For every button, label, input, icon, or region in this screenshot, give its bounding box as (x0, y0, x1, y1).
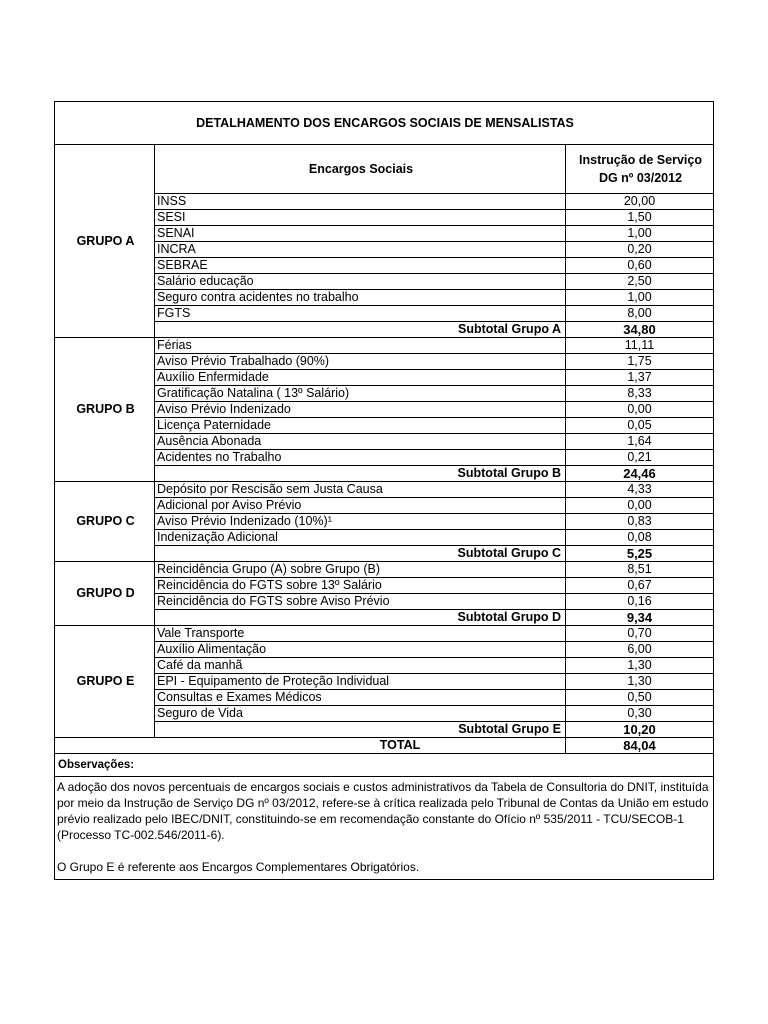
encargo-label: Seguro contra acidentes no trabalho (155, 290, 566, 306)
table-row (55, 482, 714, 498)
subtotal-label: Subtotal Grupo E (155, 722, 566, 738)
encargo-value: 1,50 (566, 210, 714, 226)
encargo-label: INSS (155, 194, 566, 210)
table-row (55, 562, 714, 578)
encargo-label: Licença Paternidade (155, 418, 566, 434)
total-value: 84,04 (566, 738, 714, 754)
encargo-value: 1,37 (566, 370, 714, 386)
encargo-label: Reincidência do FGTS sobre 13º Salário (155, 578, 566, 594)
encargo-value: 0,83 (566, 514, 714, 530)
encargo-value: 1,64 (566, 434, 714, 450)
subtotal-value: 34,80 (566, 322, 714, 338)
encargo-value: 0,70 (566, 626, 714, 642)
encargo-value: 0,08 (566, 530, 714, 546)
encargo-label: Férias (155, 338, 566, 354)
encargo-value: 0,67 (566, 578, 714, 594)
encargo-label: Ausência Abonada (155, 434, 566, 450)
observations-text (55, 777, 714, 880)
encargo-value: 2,50 (566, 274, 714, 290)
encargo-value: 8,51 (566, 562, 714, 578)
encargo-label: Reincidência Grupo (A) sobre Grupo (B) (155, 562, 566, 578)
group-label: GRUPO D (55, 562, 155, 626)
header-instrucao-line2: DG nº 03/2012 (598, 171, 683, 185)
encargo-label: Indenização Adicional (155, 530, 566, 546)
encargo-value: 0,00 (566, 402, 714, 418)
encargo-label: SEBRAE (155, 258, 566, 274)
title-row (55, 102, 714, 145)
header-row (55, 145, 714, 194)
header-instrucao-line1: Instrução de Serviço (579, 153, 702, 167)
group-label: GRUPO C (55, 482, 155, 562)
subtotal-label: Subtotal Grupo A (155, 322, 566, 338)
subtotal-value: 5,25 (566, 546, 714, 562)
group-label: GRUPO E (55, 626, 155, 738)
encargo-label: Adicional por Aviso Prévio (155, 498, 566, 514)
header-instrucao (566, 145, 714, 194)
encargo-value: 8,33 (566, 386, 714, 402)
encargo-label: Auxílio Alimentação (155, 642, 566, 658)
encargos-table (54, 101, 714, 880)
table-row (55, 626, 714, 642)
encargo-value: 1,75 (566, 354, 714, 370)
encargo-value: 1,00 (566, 226, 714, 242)
encargo-label: Seguro de Vida (155, 706, 566, 722)
subtotal-value: 10,20 (566, 722, 714, 738)
encargo-label: Vale Transporte (155, 626, 566, 642)
encargo-label: Salário educação (155, 274, 566, 290)
encargo-label: Café da manhã (155, 658, 566, 674)
encargo-value: 0,16 (566, 594, 714, 610)
encargo-label: EPI - Equipamento de Proteção Individual (155, 674, 566, 690)
encargo-value: 6,00 (566, 642, 714, 658)
encargo-value: 0,50 (566, 690, 714, 706)
encargo-value: 0,21 (566, 450, 714, 466)
group-label: GRUPO A (55, 145, 155, 338)
encargo-label: FGTS (155, 306, 566, 322)
encargo-label: Depósito por Rescisão sem Justa Causa (155, 482, 566, 498)
encargo-label: Gratificação Natalina ( 13º Salário) (155, 386, 566, 402)
encargo-value: 8,00 (566, 306, 714, 322)
encargo-value: 0,00 (566, 498, 714, 514)
encargo-value: 1,30 (566, 658, 714, 674)
encargos-document (54, 101, 713, 880)
encargo-value: 11,11 (566, 338, 714, 354)
group-label: GRUPO B (55, 338, 155, 482)
encargo-label: Auxílio Enfermidade (155, 370, 566, 386)
subtotal-value: 9,34 (566, 610, 714, 626)
encargo-value: 20,00 (566, 194, 714, 210)
observations-title-row (55, 754, 714, 777)
encargo-label: Aviso Prévio Indenizado (10%)¹ (155, 514, 566, 530)
encargo-value: 0,30 (566, 706, 714, 722)
subtotal-label: Subtotal Grupo D (155, 610, 566, 626)
subtotal-label: Subtotal Grupo C (155, 546, 566, 562)
encargo-value: 0,60 (566, 258, 714, 274)
encargo-value: 0,05 (566, 418, 714, 434)
encargo-label: Aviso Prévio Indenizado (155, 402, 566, 418)
encargo-value: 0,20 (566, 242, 714, 258)
encargo-value: 1,00 (566, 290, 714, 306)
observations-title: Observações: (55, 754, 714, 777)
header-encargos: Encargos Sociais (155, 145, 566, 194)
encargo-value: 1,30 (566, 674, 714, 690)
encargo-label: Acidentes no Trabalho (155, 450, 566, 466)
encargo-label: SESI (155, 210, 566, 226)
encargo-label: Consultas e Exames Médicos (155, 690, 566, 706)
encargo-label: Reincidência do FGTS sobre Aviso Prévio (155, 594, 566, 610)
total-row (55, 738, 714, 754)
observations-paragraph: A adoção dos novos percentuais de encargos sociais e custos administrativos da Tabela de Consultoria do DNIT, instituída por meio da Instrução de Serviço DG nº 03/2012, refere-se à crítica realizada pelo Tribunal de Contas da União em estudo prévio realizado pelo IBEC/DNIT, constituindo-se em recomendação constante do Ofício nº 535/2011 - TCU/SECOB-1 (Processo TC-002.546/2011-6). (57, 780, 709, 842)
encargo-value: 4,33 (566, 482, 714, 498)
document-title: DETALHAMENTO DOS ENCARGOS SOCIAIS DE MENSALISTAS (55, 102, 714, 145)
total-label: TOTAL (55, 738, 566, 754)
subtotal-label: Subtotal Grupo B (155, 466, 566, 482)
subtotal-value: 24,46 (566, 466, 714, 482)
encargo-label: Aviso Prévio Trabalhado (90%) (155, 354, 566, 370)
encargo-label: INCRA (155, 242, 566, 258)
encargo-label: SENAI (155, 226, 566, 242)
table-row (55, 338, 714, 354)
observations-row (55, 777, 714, 880)
observations-paragraph: O Grupo E é referente aos Encargos Complementares Obrigatórios. (57, 860, 420, 874)
